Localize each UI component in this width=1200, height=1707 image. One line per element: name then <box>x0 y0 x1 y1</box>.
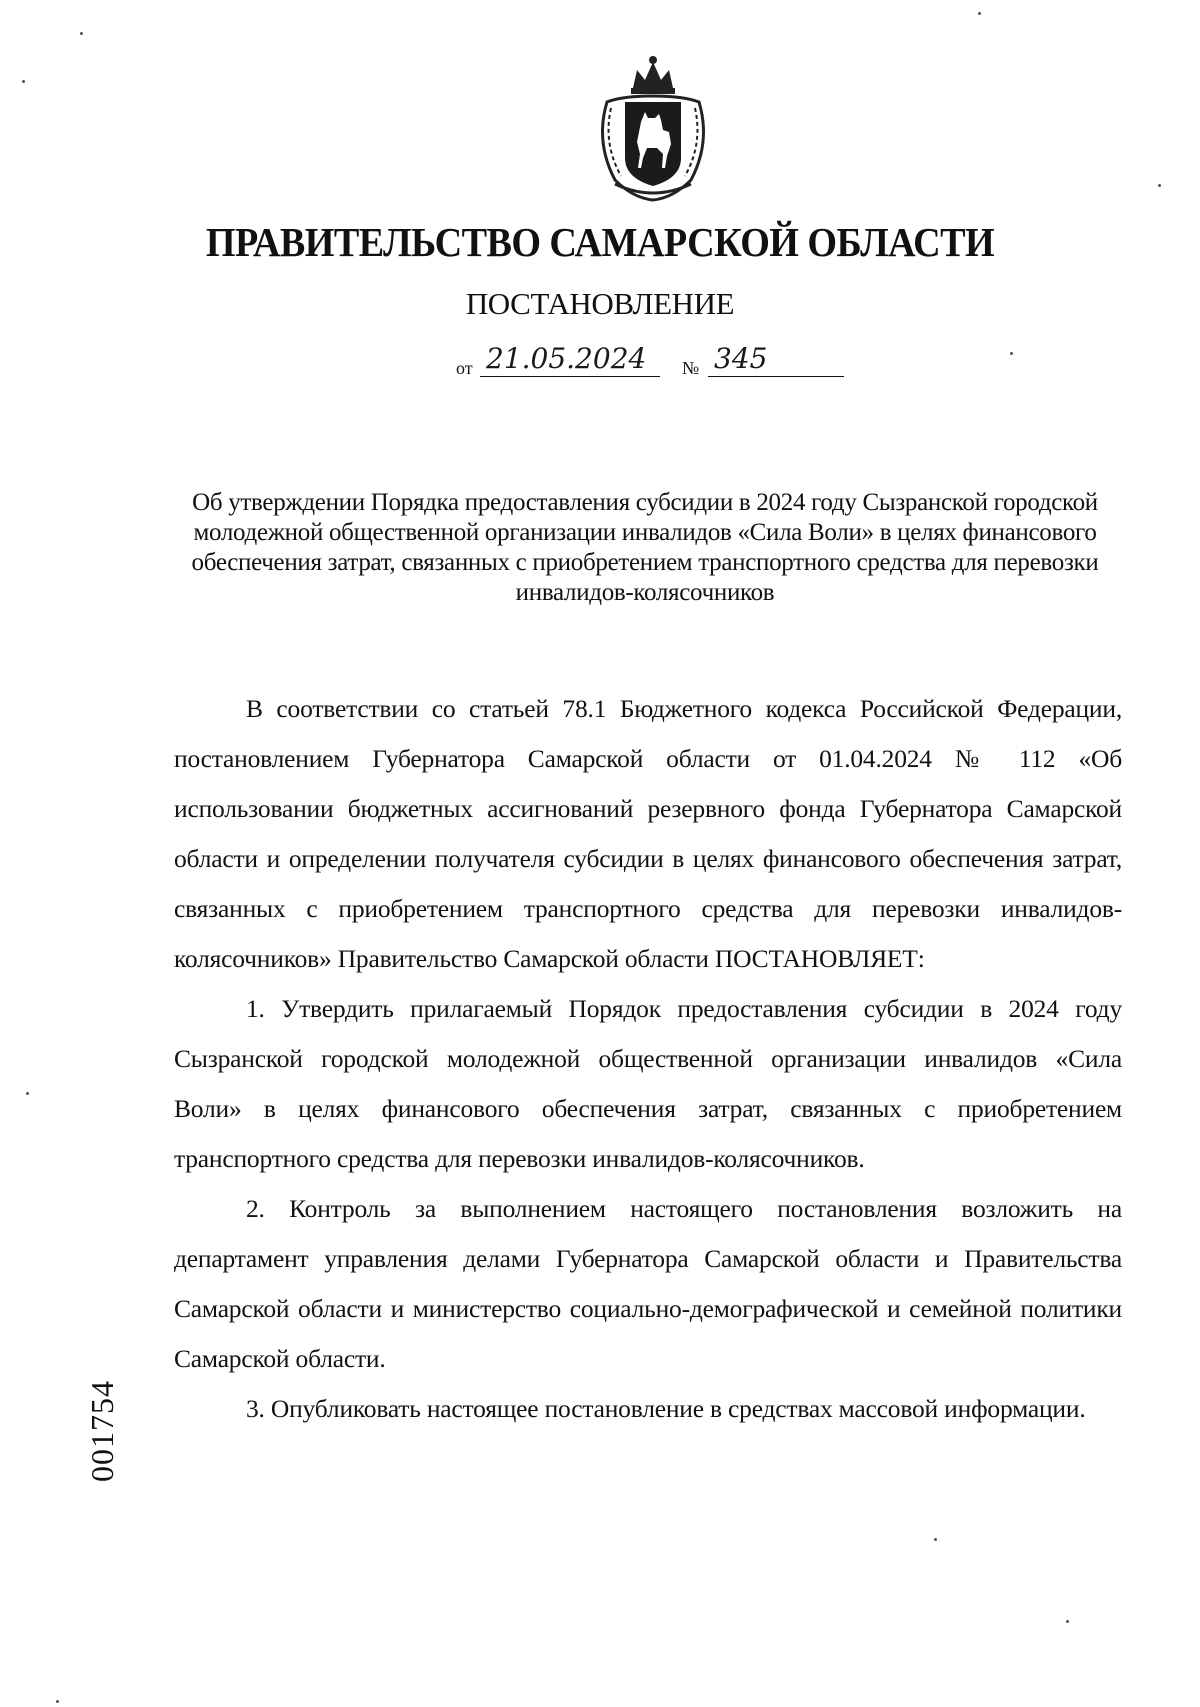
margin-serial-number: 001754 <box>84 1380 120 1482</box>
item-2-paragraph: 2. Контроль за выполнением настоящего постановления возложить на департамент управления делами Губернатора Самарской области и Правительства Самарской области и министерство социально-демографической и семейной политики Самарской области. <box>174 1194 1122 1373</box>
scan-speck <box>978 12 981 15</box>
document-type: ПОСТАНОВЛЕНИЕ <box>465 286 735 321</box>
date-prefix: от <box>456 358 473 378</box>
government-title: ПРАВИТЕЛЬСТВО САМАРСКОЙ ОБЛАСТИ <box>205 219 995 265</box>
document-body <box>174 684 1122 1434</box>
document-subject: Об утверждении Порядка предоставления субсидии в 2024 году Сызранской городской молодежной общественной организации инвалидов «Сила Воли» в целях финансового обеспечения затрат, связанных с приобретением транспортного средства для перевозки инвалидов-колясочников <box>191 489 1099 606</box>
item-1-paragraph: 1. Утвердить прилагаемый Порядок предоставления субсидии в 2024 году Сызранской городской молодежной общественной организации инвалидов «Сила Воли» в целях финансового обеспечения затрат, связанных с приобретением транспортного средства для перевозки инвалидов-колясочников. <box>174 994 1122 1173</box>
scan-speck <box>1066 1620 1069 1623</box>
scan-speck <box>934 1538 937 1541</box>
samara-coat-of-arms-icon <box>585 52 721 202</box>
item-3-paragraph: 3. Опубликовать настоящее постановление в средствах массовой информации. <box>246 1394 1086 1423</box>
preamble-paragraph: В соответствии со статьей 78.1 Бюджетного кодекса Российской Федерации, постановлением Губернатора Самарской области от 01.04.2024 № 112 «Об использовании бюджетных ассигнований резервного фонда Губернатора Самарской области и определении получателя субсидии в целях финансового обеспечения затрат, связанных с приобретением транспортного средства для перевозки инвалидов-колясочников» Правительство Самарской области ПОСТАНОВЛЯЕТ: <box>174 694 1122 973</box>
document-number: 345 <box>708 342 844 377</box>
scan-speck <box>56 1700 59 1703</box>
scan-speck <box>80 32 83 35</box>
scan-speck <box>26 1092 29 1095</box>
scan-speck <box>1010 352 1013 355</box>
date-number-line <box>456 340 856 380</box>
scan-speck <box>1158 184 1161 187</box>
document-date: 21.05.2024 <box>480 342 660 377</box>
scan-speck <box>22 80 25 83</box>
number-prefix: № <box>682 358 700 378</box>
